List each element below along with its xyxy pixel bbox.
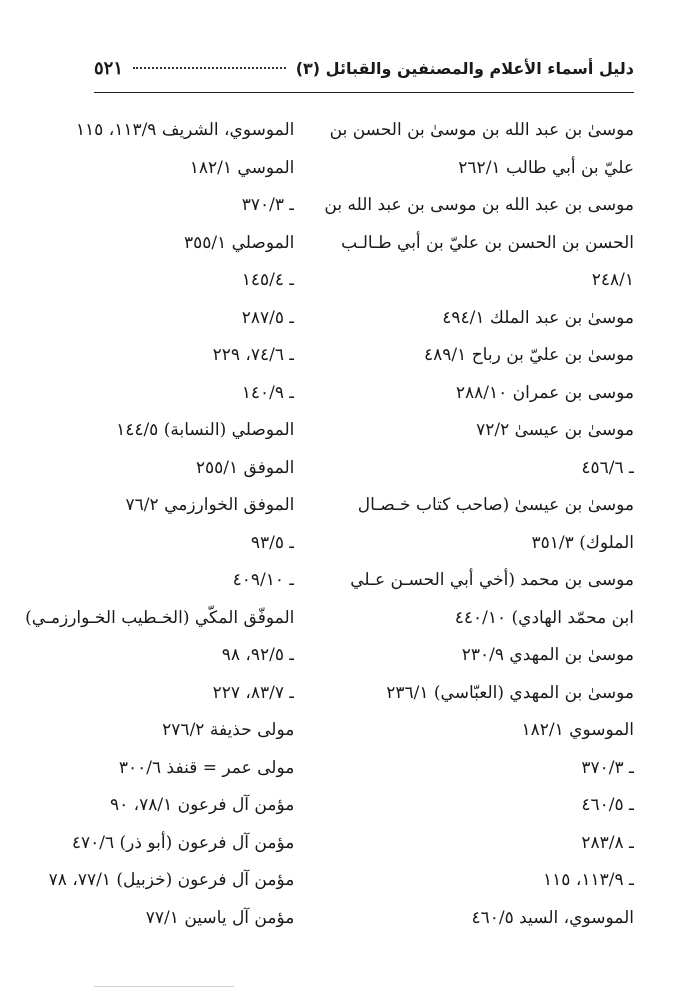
index-entry: الموصلي ٣٥٥/١ <box>183 232 295 253</box>
index-entry: ـ ١٤٠/٩ <box>241 382 295 403</box>
index-entry: الموصلي (النسابة) ١٤٤/٥ <box>116 420 295 440</box>
index-columns <box>25 112 634 965</box>
index-entry: مولى عمر = قنفذ ٣٠٠/٦ <box>118 757 295 778</box>
footer-rule <box>94 986 234 987</box>
index-entry: ـ ٢٨٧/٥ <box>241 307 295 328</box>
index-entry: موسىٰ بن عبد الله بن موسىٰ بن الحسن بن <box>329 120 634 140</box>
index-column-left <box>25 112 294 965</box>
index-entry: ـ ٤٦٠/٥ <box>581 795 634 815</box>
header-leader-dots <box>133 67 286 69</box>
index-entry: الموسي ١٨٢/١ <box>189 157 295 178</box>
index-entry: موسىٰ بن عيسىٰ ٧٢/٢ <box>476 420 634 440</box>
index-entry: ابن محمّد الهادي) ٤٤٠/١٠ <box>454 607 634 628</box>
index-entry: الملوك) ٣٥١/٣ <box>531 532 634 553</box>
index-entry: مؤمن آل فرعون (خزبيل) ٧٧/١، ٧٨ <box>48 870 295 890</box>
index-entry: الموفق الخوارزمي ٧٦/٢ <box>125 495 295 515</box>
index-entry: مؤمن آل ياسين ٧٧/١ <box>145 907 295 928</box>
header-title: دليل أسماء الأعلام والمصنفين والقبائل (٣) <box>295 59 634 78</box>
index-entry: ـ ١٤٥/٤ <box>241 270 295 290</box>
index-entry: مؤمن آل فرعون ٧٨/١، ٩٠ <box>109 795 295 815</box>
index-entry: ـ ٨٣/٧، ٢٢٧ <box>212 682 295 703</box>
index-entry: ـ ٤٠٩/١٠ <box>232 570 295 590</box>
index-entry: موسى بن محمد (أخي أبي الحسـن عـلي <box>350 570 634 590</box>
index-entry: مؤمن آل فرعون (أبو ذر) ٤٧٠/٦ <box>71 832 295 853</box>
index-entry: موسى بن عمران ٢٨٨/١٠ <box>455 382 634 403</box>
index-entry: ـ ٧٤/٦، ٢٢٩ <box>212 345 295 365</box>
index-entry: ـ ٤٥٦/٦ <box>581 457 634 478</box>
header-rule <box>94 92 634 93</box>
index-entry: موسىٰ بن عيسىٰ (صاحب كتاب خـصـال <box>357 495 634 515</box>
index-entry: ـ ٣٧٠/٣ <box>241 195 295 215</box>
index-entry: الموفّق المكّي (الخـطيب الخـوارزمـي) <box>25 607 295 628</box>
index-entry: ـ ١١٣/٩، ١١٥ <box>543 870 634 890</box>
index-entry: ـ ٩٣/٥ <box>250 532 295 553</box>
index-entry: مولى حذيفة ٢٧٦/٢ <box>162 720 295 740</box>
page-number: ٥٢١ <box>94 58 124 79</box>
running-header <box>94 58 634 88</box>
index-entry: موسى بن عبد الله بن موسى بن عبد الله بن <box>324 195 634 215</box>
index-entry: ـ ٣٧٠/٣ <box>581 757 634 778</box>
index-entry: عليّ بن أبي طالب ٢٦٢/١ <box>458 157 634 178</box>
index-entry: الموسوي ١٨٢/١ <box>521 720 634 740</box>
index-entry: ٢٤٨/١ <box>591 270 634 290</box>
index-entry: الموسوي، الشريف ١١٣/٩، ١١٥ <box>75 120 295 140</box>
index-entry: موسىٰ بن المهدي (العبّاسي) ٢٣٦/١ <box>386 682 634 703</box>
index-entry: الموسوي، السيد ٤٦٠/٥ <box>471 907 634 928</box>
index-entry: موسىٰ بن المهدي ٢٣٠/٩ <box>461 645 634 665</box>
index-entry: الحسن بن الحسن بن عليّ بن أبي طـالـب <box>341 232 634 253</box>
index-entry: موسىٰ بن عليّ بن رباح ٤٨٩/١ <box>424 345 634 365</box>
index-entry: الموفق ٢٥٥/١ <box>195 457 295 478</box>
index-entry: موسىٰ بن عبد الملك ٤٩٤/١ <box>442 307 634 328</box>
index-entry: ـ ٢٨٣/٨ <box>581 832 634 853</box>
index-entry: ـ ٩٢/٥، ٩٨ <box>221 645 295 665</box>
index-column-right <box>324 112 634 965</box>
